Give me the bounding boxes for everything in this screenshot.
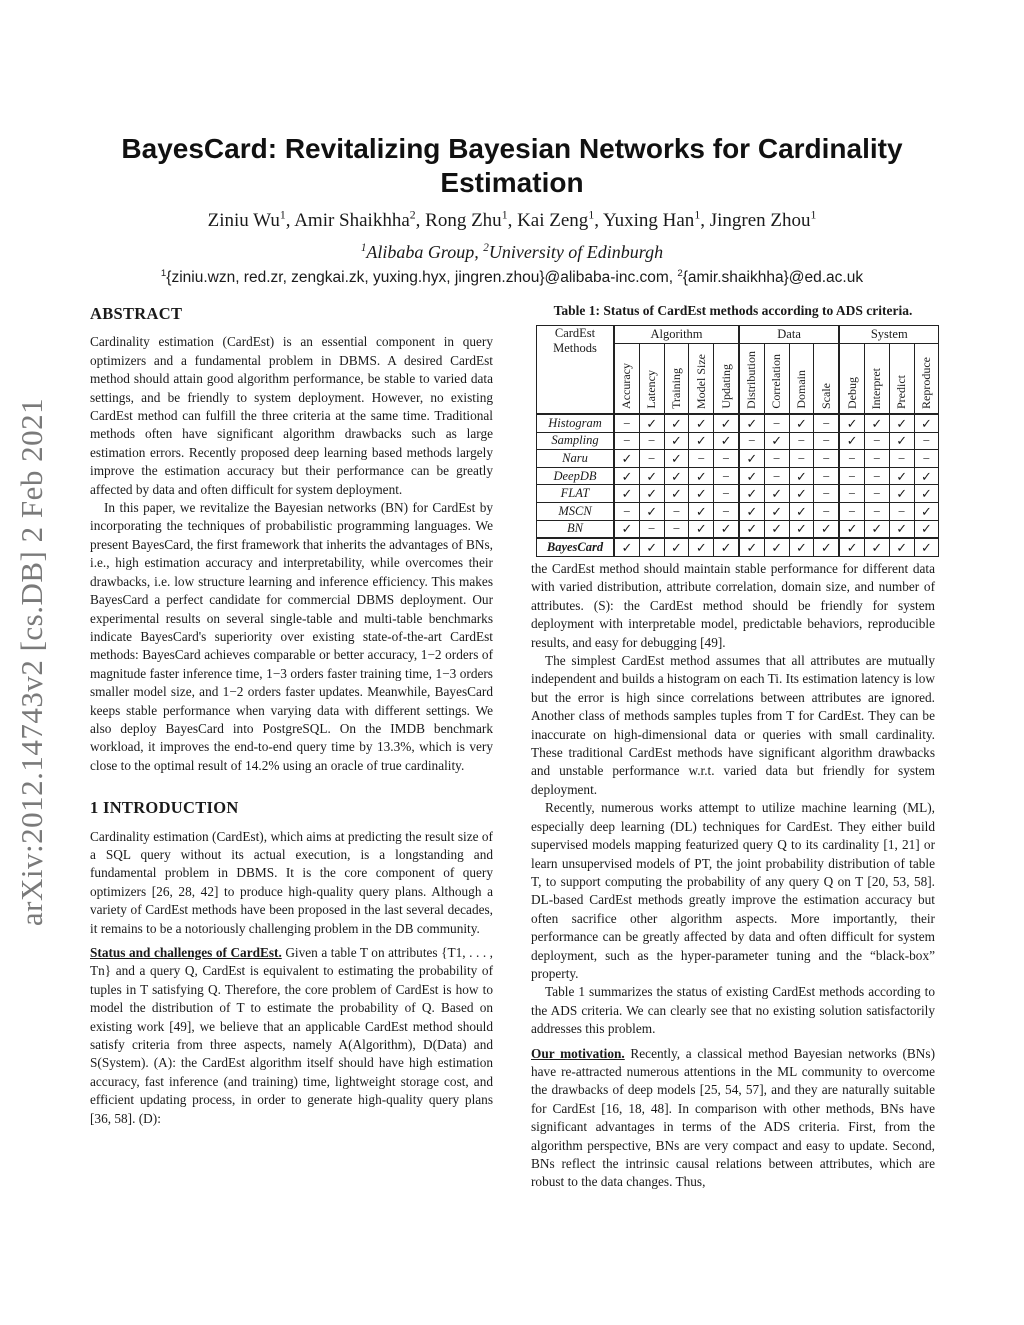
status-cell: − <box>889 502 914 520</box>
criterion-header: Predict <box>889 344 914 415</box>
status-cell: ✓ <box>839 432 864 450</box>
abstract-paragraph: In this paper, we revitalize the Bayesian networks (BN) for CardEst by incorporating the techniques of probabilistic programming languages. We present BayesCard, the first framework that inherits the advantages of BNs, i.e., high estimation accuracy and interpretability, while overcomes their drawbacks, i.e. low structure learning and inference efficiency. This makes BayesCard a perfect candidate for commercial DBMS deployment. Our experimental results on several single-table and multi-table benchmarks indicate BayesCard's superiority over existing state-of-the-art CardEst methods: BayesCard achieves comparable or better accuracy, 1−2 orders of magnitude faster inference time, 1−3 orders faster training time, 1−3 orders smaller model size, and 1−2 orders faster updates. Meanwhile, BayesCard keeps stable performance when varying data with different settings. We also deploy BayesCard into PostgreSQL. On the IMDB benchmark workload, it improves the end-to-end query time by 13.3%, which is very close to the optimal result of 14.2% using an oracle of true cardinality. <box>90 500 493 773</box>
arxiv-stamp: arXiv:2012.14743v2 [cs.DB] 2 Feb 2021 <box>14 397 49 927</box>
status-cell: ✓ <box>664 485 689 503</box>
status-cell: ✓ <box>839 538 864 556</box>
status-cell: − <box>664 520 689 538</box>
status-cell: ✓ <box>889 538 914 556</box>
criterion-header: Scale <box>814 344 839 415</box>
method-name: Histogram <box>537 414 615 432</box>
method-name: MSCN <box>537 502 615 520</box>
status-cell: ✓ <box>614 538 639 556</box>
status-cell: ✓ <box>889 467 914 485</box>
author: Yuxing Han <box>603 210 695 231</box>
status-cell: ✓ <box>664 467 689 485</box>
status-cell: ✓ <box>889 432 914 450</box>
status-cell: ✓ <box>614 467 639 485</box>
status-cell: − <box>789 450 814 468</box>
status-cell: ✓ <box>764 520 789 538</box>
status-cell: ✓ <box>789 538 814 556</box>
status-cell: ✓ <box>914 485 939 503</box>
author-emails: $^1${ziniu.wzn, red.zr, zengkai.zk, yuxing.hyx, jingren.zhou}@alibaba-inc.com, $^2${amir.shaikhha}@ed.ac.uk <box>160 267 864 286</box>
status-cell: ✓ <box>639 485 664 503</box>
table-row <box>537 502 939 520</box>
status-cell: − <box>814 485 839 503</box>
status-cell: ✓ <box>664 538 689 556</box>
method-name: DeepDB <box>537 467 615 485</box>
status-cell: − <box>814 450 839 468</box>
status-cell: − <box>689 450 714 468</box>
status-cell: ✓ <box>889 520 914 538</box>
status-cell: − <box>914 450 939 468</box>
status-cell: − <box>789 432 814 450</box>
author: Ziniu Wu <box>207 210 280 231</box>
status-cell: ✓ <box>714 538 739 556</box>
status-cell: − <box>764 467 789 485</box>
status-cell: ✓ <box>764 485 789 503</box>
status-cell: − <box>889 450 914 468</box>
status-cell: ✓ <box>689 538 714 556</box>
status-cell: ✓ <box>689 485 714 503</box>
status-cell: − <box>714 467 739 485</box>
paper-title: BayesCard: Revitalizing Bayesian Networks for Cardinality Estimation <box>121 133 903 198</box>
status-cell: ✓ <box>864 520 889 538</box>
cardest-status-table <box>536 325 939 557</box>
status-cell: ✓ <box>689 467 714 485</box>
method-name: BayesCard <box>537 538 615 556</box>
status-cell: − <box>814 432 839 450</box>
status-cell: − <box>839 485 864 503</box>
status-cell: ✓ <box>764 538 789 556</box>
status-cell: ✓ <box>814 520 839 538</box>
method-name: Naru <box>537 450 615 468</box>
status-cell: ✓ <box>789 502 814 520</box>
group-header-algorithm: Algorithm <box>614 326 739 344</box>
table-caption: Table 1: Status of CardEst methods according to ADS criteria. <box>553 303 913 318</box>
status-cell: ✓ <box>789 414 814 432</box>
table-row <box>537 485 939 503</box>
status-cell: − <box>639 450 664 468</box>
status-cell: − <box>864 450 889 468</box>
method-header: CardEst Methods <box>537 326 615 415</box>
status-cell: − <box>714 450 739 468</box>
right-paragraph: The simplest CardEst method assumes that all attributes are mutually independent and builds a histogram on each Ti. Its estimation latency is low but the error is high since correlations between attributes are ignored. Another class of methods samples tuples from T for CardEst. They can be inaccurate on high-dimensional data or queries with small cardinality. These traditional CardEst methods have significant algorithm drawbacks and unstable performance w.r.t. varied data but friendly for system deployment. <box>531 653 935 797</box>
status-cell: − <box>714 485 739 503</box>
criterion-header: Debug <box>839 344 864 415</box>
motivation-paragraph: Our motivation. Recently, a classical method Bayesian networks (BNs) have re-attracted numerous attentions in the ML community to overcome the drawbacks of deep models [25, 54, 57], and they are naturally suitable for CardEst [16, 18, 48]. In comparison with other methods, BNs have significant advantages in terms of the ADS criteria. First, from the algorithm perspective, BNs are very compact and easy to update. Second, BNs reflect the intrinsic causal relations between attributes, which are robust to the data changes. Thus, <box>531 1045 935 1190</box>
status-cell: − <box>814 467 839 485</box>
status-cell: − <box>839 502 864 520</box>
status-cell: ✓ <box>839 414 864 432</box>
intro-paragraph: Cardinality estimation (CardEst), which aims at predicting the result size of a SQL query without its actual execution, is a longstanding and fundamental problem in DBMS. It is the core component of query optimizers [26, 28, 42] to produce high-quality query plans. Although a variety of CardEst methods have been proposed in the last several decades, it remains to be a notoriously challenging problem in the DB community. <box>90 828 493 936</box>
status-cell: − <box>764 414 789 432</box>
status-cell: ✓ <box>789 485 814 503</box>
status-cell: − <box>914 432 939 450</box>
status-cell: − <box>864 502 889 520</box>
table-row <box>537 414 939 432</box>
status-cell: ✓ <box>739 538 764 556</box>
status-cell: ✓ <box>689 502 714 520</box>
status-cell: ✓ <box>614 450 639 468</box>
status-cell: ✓ <box>664 450 689 468</box>
right-paragraph: Table 1 summarizes the status of existing CardEst methods according to the ADS criteria. We can clearly see that no existing solution satisfactorily addresses this problem. <box>531 984 935 1037</box>
status-cell: ✓ <box>689 414 714 432</box>
criterion-header: Distribution <box>739 344 764 415</box>
status-cell: − <box>864 432 889 450</box>
author: Jingren Zhou <box>709 210 811 231</box>
status-cell: ✓ <box>889 414 914 432</box>
author: Amir Shaikhha <box>294 210 410 231</box>
status-cell: ✓ <box>739 450 764 468</box>
introduction-heading: 1 INTRODUCTION <box>90 798 239 818</box>
status-cell: − <box>714 502 739 520</box>
method-name: BN <box>537 520 615 538</box>
status-cell: ✓ <box>864 538 889 556</box>
group-header-system: System <box>839 326 939 344</box>
status-cell: ✓ <box>889 485 914 503</box>
status-cell: − <box>839 450 864 468</box>
status-cell: ✓ <box>664 414 689 432</box>
status-cell: − <box>864 485 889 503</box>
affiliations: $^1$Alibaba Group, $^2$University of Edinburgh <box>360 242 664 262</box>
status-cell: − <box>614 414 639 432</box>
status-cell: ✓ <box>614 485 639 503</box>
criterion-header: Correlation <box>764 344 789 415</box>
status-cell: − <box>814 502 839 520</box>
status-cell: − <box>839 467 864 485</box>
status-paragraph: Status and challenges of CardEst. Given a table T on attributes {T1, . . . , Tn} and a query Q, CardEst is equivalent to estimating the probability of tuples in T satisfying Q. Therefore, the core problem of CardEst is how to model the distribution of T to estimate the probability of Q. Based on existing work [49], we believe that an applicable CardEst method should satisfy criteria from three aspects, namely A(Algorithm), D(Data) and S(System). (A): the CardEst algorithm itself should have high estimation accuracy, fast inference (and training) time, lightweight storage cost, and efficient updating process, in order to generate high-quality query plans [36, 58]. (D): <box>90 945 494 1126</box>
status-cell: ✓ <box>914 502 939 520</box>
right-paragraph: Recently, numerous works attempt to utilize machine learning (ML), especially deep learning (DL) techniques for CardEst. They either build supervised models mapping featurized query Q to its cardinality [1, 21] or learn unsupervised models of PT, the joint probability distribution of table T, to support computing the probability of any query Q on T [20, 53, 58]. DL-based CardEst methods greatly improve the estimation accuracy but often sacrifice other algorithm aspects. More importantly, their performance can be greatly affected by data and often difficult for system deployment, such as the hyper-parameter tuning and the “black-box” property. <box>531 800 935 981</box>
status-cell: − <box>639 432 664 450</box>
status-cell: ✓ <box>739 502 764 520</box>
right-column <box>531 560 935 1192</box>
criterion-header: Interpret <box>864 344 889 415</box>
criterion-header: Training <box>664 344 689 415</box>
criterion-header: Domain <box>789 344 814 415</box>
method-name: Sampling <box>537 432 615 450</box>
table-row <box>537 450 939 468</box>
status-cell: ✓ <box>914 467 939 485</box>
status-cell: − <box>639 520 664 538</box>
status-cell: ✓ <box>689 432 714 450</box>
status-cell: − <box>764 450 789 468</box>
status-cell: − <box>664 502 689 520</box>
status-cell: ✓ <box>764 432 789 450</box>
left-column <box>90 305 493 1128</box>
status-runin-heading: Status and challenges of CardEst. <box>90 945 282 960</box>
status-cell: ✓ <box>739 520 764 538</box>
table-row <box>537 538 939 556</box>
status-cell: ✓ <box>739 485 764 503</box>
status-cell: ✓ <box>739 467 764 485</box>
status-cell: ✓ <box>639 502 664 520</box>
criterion-header: Reproduce <box>914 344 939 415</box>
status-cell: ✓ <box>664 432 689 450</box>
status-cell: − <box>739 432 764 450</box>
status-cell: − <box>614 432 639 450</box>
motivation-runin-heading: Our motivation. <box>531 1045 625 1061</box>
criterion-header: Updating <box>714 344 739 415</box>
status-cell: ✓ <box>764 502 789 520</box>
criterion-header: Accuracy <box>614 344 639 415</box>
status-cell: ✓ <box>614 520 639 538</box>
criterion-header: Latency <box>639 344 664 415</box>
table-row <box>537 520 939 538</box>
method-name: FLAT <box>537 485 615 503</box>
table-row <box>537 432 939 450</box>
status-cell: − <box>814 414 839 432</box>
status-cell: ✓ <box>714 414 739 432</box>
status-cell: ✓ <box>789 520 814 538</box>
author: Kai Zeng <box>517 210 589 231</box>
table-row <box>537 467 939 485</box>
status-cell: − <box>614 502 639 520</box>
criterion-header: Model Size <box>689 344 714 415</box>
group-header-data: Data <box>739 326 839 344</box>
author: Rong Zhu <box>425 210 502 231</box>
status-cell: ✓ <box>864 414 889 432</box>
status-cell: ✓ <box>914 538 939 556</box>
status-cell: ✓ <box>639 414 664 432</box>
status-cell: ✓ <box>789 467 814 485</box>
status-cell: − <box>864 467 889 485</box>
status-cell: ✓ <box>839 520 864 538</box>
status-cell: ✓ <box>814 538 839 556</box>
status-cell: ✓ <box>714 520 739 538</box>
status-cell: ✓ <box>689 520 714 538</box>
status-cell: ✓ <box>639 467 664 485</box>
status-cell: ✓ <box>914 520 939 538</box>
status-cell: ✓ <box>714 432 739 450</box>
status-cell: ✓ <box>739 414 764 432</box>
abstract-heading: ABSTRACT <box>90 304 183 323</box>
author-list: Ziniu Wu$^1$, Amir Shaikhha$^2$, Rong Zhu$^1$, Kai Zeng$^1$, Yuxing Han$^1$, Jingren Zhou$^1$ <box>207 208 817 231</box>
abstract-paragraph: Cardinality estimation (CardEst) is an essential component in query optimizers and a fundamental problem in DBMS. A desired CardEst method should attain good algorithm performance, be stable to varied data settings, and be friendly to system deployment. However, no existing CardEst method can fulfill the three criteria at the same time. Traditional methods often have significant algorithm drawbacks such as large estimation errors. Recently proposed deep learning based methods largely improve the estimation accuracy but their performance can be greatly affected by data and often difficult for system deployment. <box>90 334 493 497</box>
status-cell: ✓ <box>639 538 664 556</box>
status-cell: ✓ <box>914 414 939 432</box>
right-paragraph: the CardEst method should maintain stable performance for different data with varied distribution, attribute correlation, domain size, and number of attributes. (S): the CardEst method should be friendly for system deployment with interpretable model, predictable behaviors, reproducible results, and easy for debugging [49]. <box>531 561 935 650</box>
